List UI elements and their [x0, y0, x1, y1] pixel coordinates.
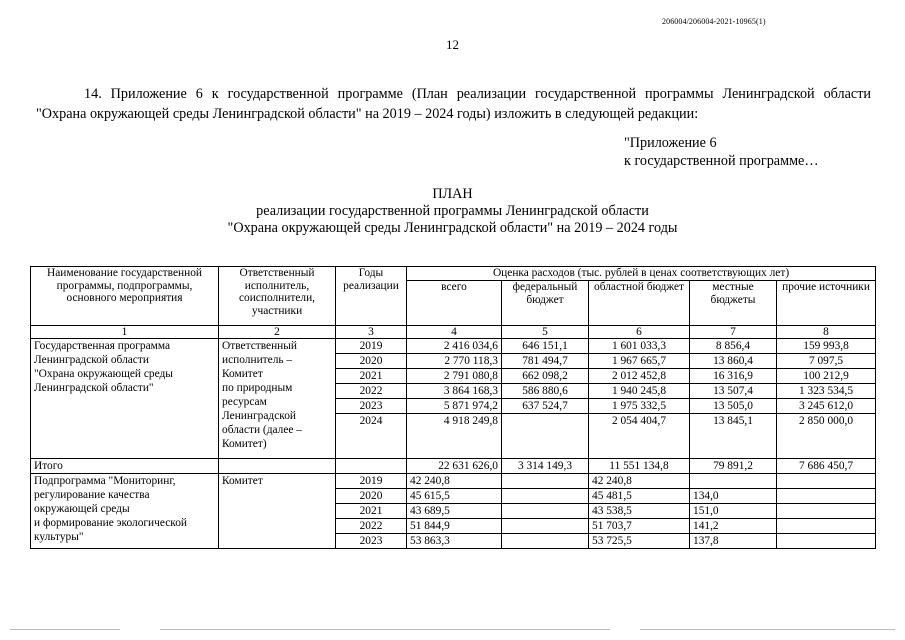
other-cell: 159 993,8: [777, 339, 876, 354]
other-cell: 1 323 534,5: [777, 384, 876, 399]
subprogram-name-cell: [31, 474, 219, 549]
federal-cell: 586 880,6: [502, 384, 589, 399]
federal-cell: 646 151,1: [502, 339, 589, 354]
federal-cell: 637 524,7: [502, 399, 589, 414]
total-cell: 2 416 034,6: [407, 339, 502, 354]
regional-cell: 53 725,5: [589, 534, 690, 549]
other-cell: 2 850 000,0: [777, 414, 876, 459]
local-cell: [690, 474, 777, 489]
program-name-cell: [31, 339, 219, 459]
total-cell: 53 863,3: [407, 534, 502, 549]
itogo-local: 79 891,2: [690, 459, 777, 474]
header-executor: Ответственный исполнитель, соисполнители, участники: [219, 267, 336, 326]
col-number: 4: [407, 326, 502, 339]
regional-cell: 42 240,8: [589, 474, 690, 489]
subprogram-name-line: регулирование качества: [34, 489, 150, 501]
other-cell: [777, 519, 876, 534]
subprogram-name-line: Подпрограмма "Мониторинг,: [34, 475, 176, 487]
program-executor-cell: [219, 339, 336, 459]
other-cell: 100 212,9: [777, 369, 876, 384]
subprogram-name-line: и формирование экологической: [34, 517, 188, 529]
total-cell: 2 770 118,3: [407, 354, 502, 369]
regional-cell: 51 703,7: [589, 519, 690, 534]
itogo-label: Итого: [31, 459, 219, 474]
executor-line: Ответственный: [222, 340, 298, 352]
regional-cell: 1 601 033,3: [589, 339, 690, 354]
federal-cell: [502, 414, 589, 459]
year-cell: 2023: [336, 399, 407, 414]
intro-line-2: "Охрана окружающей среды Ленинградской области" на 2019 – 2024 годы) изложить в следующей редакции:: [36, 106, 699, 122]
appendix-caption: [624, 134, 819, 170]
other-cell: [777, 474, 876, 489]
local-cell: 13 845,1: [690, 414, 777, 459]
regional-cell: 1 975 332,5: [589, 399, 690, 414]
executor-line: исполнитель –: [222, 354, 293, 366]
year-cell: 2022: [336, 519, 407, 534]
total-cell: 5 871 974,2: [407, 399, 502, 414]
col-number: 3: [336, 326, 407, 339]
local-cell: 13 505,0: [690, 399, 777, 414]
local-cell: 13 507,4: [690, 384, 777, 399]
local-cell: 16 316,9: [690, 369, 777, 384]
header-local: местные бюджеты: [690, 281, 777, 326]
regional-cell: 43 538,5: [589, 504, 690, 519]
header-years: Годы реализации: [336, 267, 407, 326]
col-number: 8: [777, 326, 876, 339]
local-cell: 8 856,4: [690, 339, 777, 354]
subprogram-name-line: культуры": [34, 531, 84, 543]
year-cell: 2020: [336, 354, 407, 369]
footer-rule: [640, 629, 895, 630]
col-number: 2: [219, 326, 336, 339]
plan-subtitle-1: реализации государственной программы Ленинградской области: [256, 203, 649, 219]
other-cell: [777, 504, 876, 519]
federal-cell: 781 494,7: [502, 354, 589, 369]
plan-table: [30, 266, 876, 549]
federal-cell: [502, 504, 589, 519]
program-name-line: Ленинградской области": [34, 382, 154, 394]
local-cell: 141,2: [690, 519, 777, 534]
federal-cell: [502, 519, 589, 534]
local-cell: 151,0: [690, 504, 777, 519]
page-number: 12: [446, 37, 459, 52]
itogo-total: 22 631 626,0: [407, 459, 502, 474]
regional-cell: 45 481,5: [589, 489, 690, 504]
federal-cell: 662 098,2: [502, 369, 589, 384]
federal-cell: [502, 474, 589, 489]
year-cell: 2023: [336, 534, 407, 549]
header-name: Наименование государственной программы, подпрограммы, основного мероприятия: [31, 267, 219, 326]
col-number: 7: [690, 326, 777, 339]
footer-rule: [160, 629, 610, 630]
plan-title: ПЛАН: [432, 186, 473, 202]
year-cell: 2024: [336, 414, 407, 459]
year-cell: 2020: [336, 489, 407, 504]
header-federal: федеральный бюджет: [502, 281, 589, 326]
program-name-line: Государственная программа: [34, 340, 171, 352]
year-cell: 2021: [336, 504, 407, 519]
program-name-line: "Охрана окружающей среды: [34, 368, 173, 380]
itogo-regional: 11 551 134,8: [589, 459, 690, 474]
program-name-line: Ленинградской области: [34, 354, 149, 366]
subprogram-name-line: окружающей среды: [34, 503, 130, 515]
regional-cell: 1 967 665,7: [589, 354, 690, 369]
itogo-federal: 3 314 149,3: [502, 459, 589, 474]
total-cell: 51 844,9: [407, 519, 502, 534]
other-cell: [777, 534, 876, 549]
year-cell: 2019: [336, 339, 407, 354]
executor-line: области (далее –: [222, 424, 303, 436]
footer-rule: [10, 629, 120, 630]
year-cell: 2022: [336, 384, 407, 399]
header-other: прочие источники: [777, 281, 876, 326]
header-total: всего: [407, 281, 502, 326]
appendix-line-1: "Приложение 6: [624, 135, 717, 151]
total-cell: 42 240,8: [407, 474, 502, 489]
intro-line-1: 14. Приложение 6 к государственной программе (План реализации государственной программы Ленинградской области: [84, 86, 871, 102]
other-cell: [777, 489, 876, 504]
local-cell: 134,0: [690, 489, 777, 504]
regional-cell: 2 054 404,7: [589, 414, 690, 459]
total-cell: 43 689,5: [407, 504, 502, 519]
itogo-other: 7 686 450,7: [777, 459, 876, 474]
year-cell: 2019: [336, 474, 407, 489]
executor-line: Ленинградской: [222, 410, 297, 422]
total-cell: 45 615,5: [407, 489, 502, 504]
other-cell: 3 245 612,0: [777, 399, 876, 414]
itogo-executor-empty: [219, 459, 336, 474]
col-number: 1: [31, 326, 219, 339]
regional-cell: 2 012 452,8: [589, 369, 690, 384]
plan-heading: [0, 186, 905, 237]
federal-cell: [502, 489, 589, 504]
executor-line: по природным: [222, 382, 293, 394]
intro-paragraph: [36, 84, 871, 124]
total-cell: 2 791 080,8: [407, 369, 502, 384]
executor-line: Комитет: [222, 368, 263, 380]
local-cell: 13 860,4: [690, 354, 777, 369]
total-cell: 3 864 168,3: [407, 384, 502, 399]
year-cell: 2021: [336, 369, 407, 384]
other-cell: 7 097,5: [777, 354, 876, 369]
regional-cell: 1 940 245,8: [589, 384, 690, 399]
document-reference: 206004/206004-2021-10965(1): [662, 17, 766, 26]
federal-cell: [502, 534, 589, 549]
header-regional: областной бюджет: [589, 281, 690, 326]
executor-line: ресурсам: [222, 396, 267, 408]
col-number: 6: [589, 326, 690, 339]
col-number: 5: [502, 326, 589, 339]
plan-subtitle-2: "Охрана окружающей среды Ленинградской области" на 2019 – 2024 годы: [227, 220, 678, 236]
total-cell: 4 918 249,8: [407, 414, 502, 459]
subprogram-executor-cell: Комитет: [219, 474, 336, 549]
executor-line: Комитет): [222, 438, 267, 450]
itogo-year-empty: [336, 459, 407, 474]
local-cell: 137,8: [690, 534, 777, 549]
appendix-line-2: к государственной программе…: [624, 153, 819, 169]
header-estimate: Оценка расходов (тыс. рублей в ценах соответствующих лет): [407, 267, 876, 281]
